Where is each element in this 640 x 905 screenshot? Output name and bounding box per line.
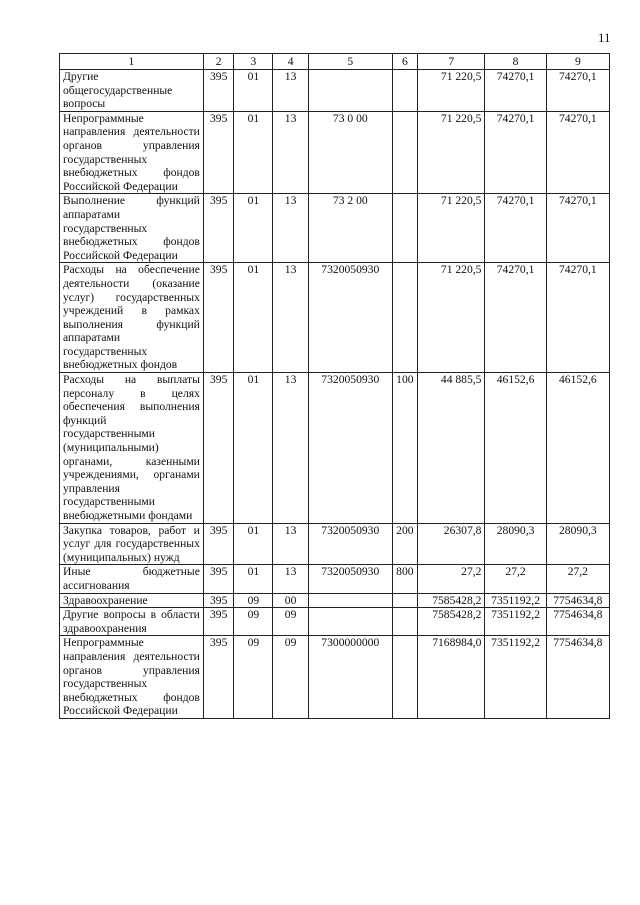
cell-subsection: 13	[273, 373, 309, 524]
cell-amount-1: 71 220,5	[418, 70, 485, 112]
cell-expense-type	[392, 608, 418, 636]
cell-target-article: 7320050930	[308, 263, 392, 373]
cell-amount-2: 7351192,2	[485, 608, 546, 636]
cell-expense-type	[392, 111, 418, 194]
cell-target-article: 7300000000	[308, 636, 392, 719]
cell-target-article: 7320050930	[308, 373, 392, 524]
table-row	[60, 523, 610, 565]
table-row	[60, 263, 610, 373]
cell-section: 01	[234, 373, 273, 524]
cell-amount-2: 28090,3	[485, 523, 546, 565]
col-header: 6	[392, 54, 418, 70]
cell-target-article: 7320050930	[308, 523, 392, 565]
col-header: 1	[60, 54, 204, 70]
cell-amount-1: 71 220,5	[418, 263, 485, 373]
cell-section: 01	[234, 263, 273, 373]
cell-subsection: 13	[273, 111, 309, 194]
cell-target-article: 73 0 00	[308, 111, 392, 194]
row-name: Непрограммные направления деятельности органов управления государственных внебюджетных фондов Российской Федерации	[60, 636, 204, 719]
col-header: 7	[418, 54, 485, 70]
cell-admin-code: 395	[203, 373, 234, 524]
cell-subsection: 13	[273, 194, 309, 263]
cell-target-article	[308, 70, 392, 112]
cell-amount-2: 7351192,2	[485, 636, 546, 719]
cell-subsection: 13	[273, 263, 309, 373]
cell-section: 09	[234, 593, 273, 608]
cell-expense-type	[392, 70, 418, 112]
table-row	[60, 194, 610, 263]
cell-admin-code: 395	[203, 111, 234, 194]
cell-admin-code: 395	[203, 263, 234, 373]
page-number: 11	[598, 30, 611, 45]
cell-amount-2: 74270,1	[485, 111, 546, 194]
cell-amount-1: 26307,8	[418, 523, 485, 565]
col-header: 2	[203, 54, 234, 70]
cell-amount-3: 74270,1	[546, 70, 609, 112]
cell-subsection: 13	[273, 523, 309, 565]
cell-amount-3: 74270,1	[546, 263, 609, 373]
table-row	[60, 593, 610, 608]
cell-amount-3: 27,2	[546, 565, 609, 593]
table-row	[60, 111, 610, 194]
row-name: Расходы на обеспечение деятельности (оказание услуг) государственных учреждений в рамках выполнения функций аппаратами государственных внебюджетных фондов	[60, 263, 204, 373]
row-name: Закупка товаров, работ и услуг для государственных (муниципальных) нужд	[60, 523, 204, 565]
table-row	[60, 565, 610, 593]
cell-expense-type	[392, 593, 418, 608]
cell-expense-type	[392, 636, 418, 719]
col-header: 4	[273, 54, 309, 70]
cell-expense-type: 800	[392, 565, 418, 593]
cell-amount-1: 71 220,5	[418, 111, 485, 194]
cell-admin-code: 395	[203, 636, 234, 719]
cell-amount-3: 7754634,8	[546, 608, 609, 636]
cell-subsection: 09	[273, 608, 309, 636]
row-name: Здравоохранение	[60, 593, 204, 608]
table-row	[60, 608, 610, 636]
cell-amount-3: 74270,1	[546, 194, 609, 263]
cell-amount-3: 74270,1	[546, 111, 609, 194]
row-name: Другие общегосударственные вопросы	[60, 70, 204, 112]
cell-expense-type: 100	[392, 373, 418, 524]
cell-amount-3: 7754634,8	[546, 636, 609, 719]
table-row	[60, 373, 610, 524]
cell-expense-type: 200	[392, 523, 418, 565]
cell-amount-2: 74270,1	[485, 70, 546, 112]
cell-subsection: 00	[273, 593, 309, 608]
cell-amount-2: 46152,6	[485, 373, 546, 524]
cell-amount-2: 74270,1	[485, 194, 546, 263]
cell-subsection: 13	[273, 565, 309, 593]
row-name: Непрограммные направления деятельности органов управления государственных внебюджетных фондов Российской Федерации	[60, 111, 204, 194]
cell-target-article	[308, 593, 392, 608]
cell-admin-code: 395	[203, 523, 234, 565]
col-header: 8	[485, 54, 546, 70]
cell-section: 01	[234, 111, 273, 194]
budget-table	[59, 53, 610, 719]
cell-target-article	[308, 608, 392, 636]
cell-amount-1: 27,2	[418, 565, 485, 593]
row-name: Расходы на выплаты персоналу в целях обеспечения выполнения функций государственными (муниципальными) органами, казенными учреждениями, органами управления государственными внебюджетными фондами	[60, 373, 204, 524]
cell-amount-1: 7585428,2	[418, 593, 485, 608]
cell-section: 01	[234, 194, 273, 263]
cell-section: 09	[234, 608, 273, 636]
cell-admin-code: 395	[203, 608, 234, 636]
cell-section: 01	[234, 523, 273, 565]
col-header: 9	[546, 54, 609, 70]
cell-section: 09	[234, 636, 273, 719]
cell-amount-1: 7585428,2	[418, 608, 485, 636]
col-header: 3	[234, 54, 273, 70]
cell-amount-1: 44 885,5	[418, 373, 485, 524]
cell-admin-code: 395	[203, 70, 234, 112]
cell-section: 01	[234, 565, 273, 593]
cell-amount-1: 71 220,5	[418, 194, 485, 263]
table-row	[60, 70, 610, 112]
row-name: Иные бюджетные ассигнования	[60, 565, 204, 593]
col-header: 5	[308, 54, 392, 70]
header-row	[60, 54, 610, 70]
cell-admin-code: 395	[203, 593, 234, 608]
cell-subsection: 09	[273, 636, 309, 719]
cell-admin-code: 395	[203, 565, 234, 593]
cell-amount-2: 27,2	[485, 565, 546, 593]
cell-subsection: 13	[273, 70, 309, 112]
cell-amount-2: 7351192,2	[485, 593, 546, 608]
cell-target-article: 73 2 00	[308, 194, 392, 263]
row-name: Другие вопросы в области здравоохранения	[60, 608, 204, 636]
cell-target-article: 7320050930	[308, 565, 392, 593]
cell-admin-code: 395	[203, 194, 234, 263]
cell-expense-type	[392, 194, 418, 263]
cell-amount-3: 7754634,8	[546, 593, 609, 608]
cell-amount-3: 28090,3	[546, 523, 609, 565]
cell-expense-type	[392, 263, 418, 373]
row-name: Выполнение функций аппаратами государственных внебюджетных фондов Российской Федерации	[60, 194, 204, 263]
cell-amount-1: 7168984,0	[418, 636, 485, 719]
cell-amount-2: 74270,1	[485, 263, 546, 373]
table-row	[60, 636, 610, 719]
cell-amount-3: 46152,6	[546, 373, 609, 524]
cell-section: 01	[234, 70, 273, 112]
